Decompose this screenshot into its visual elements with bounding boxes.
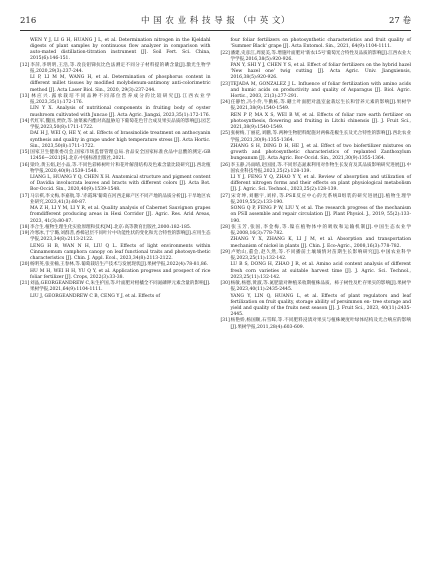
running-header [20, 14, 411, 31]
volume-label: 27 卷 [388, 16, 411, 26]
reference-text: LIU J, GEORGEANDREW C B, CENG Y J, et al. Effects of [30, 293, 161, 299]
reference-entry [20, 206, 211, 224]
reference-text: LI P, LI M M, WANG H, et al. Determination of phosphorus content in different millet tissues by modified molybdenum-antimony anti-colorimetric method [J]. Acta Laser Biol. Sin., 2020, 29(3):237-244. [30, 75, 211, 93]
reference-text: YANG Y, LIN Q, HUANG L, et al. Effects of plant regulators and leaf fertilization on fruit quality, storage ability of persimmon en- tree storage and yield and quality of the fruits next season [J]. J. Fruit Sci., 2023, 40(11):2435-2445. [230, 293, 411, 318]
reference-number: [15] [20, 150, 30, 156]
reference-entry [20, 94, 211, 106]
reference-text: ZHANG Y X, ZHANG K, LI J M, et al. Absorption and transportation mechanism of nickel in plants [J]. Chin. J. Eco-Agric., 2008,16(3):778-782. [230, 237, 411, 249]
reference-entry [20, 38, 211, 63]
reference-text: 李玉静,冯雨晴,赵国园,等.不同形态氮素利用对作物生长发育及其品质影响研究进展[J].中国农业科技导报,2023,25(2):128-139. [230, 162, 411, 174]
reference-entry [221, 113, 412, 131]
reference-entry [221, 294, 412, 319]
reference-entry [20, 294, 211, 300]
reference-entry [221, 281, 412, 293]
reference-entry [20, 269, 211, 281]
reference-text: 卢贻山,董会,赵久然,等.不同播前土壤墒情对苗期生长影响研究[J].中国农业科学报,2023,25(11):132-142. [230, 249, 411, 262]
reference-text: WEN Y J, LI G H, HUANG J L, et al. Determination nitrogen in the Kjeldahl digests of plant samples by continuous flow analyzer in comparison with auto-mated distillation-titration instrument [J]. Soil Fert. Sci. China, 2015(6):146-151. [30, 38, 211, 62]
reference-number: [14] [20, 118, 30, 124]
reference-text: 张玉芳,张国,李金梅,等.镍在植物体中的吸收和运输机制[J].中国生态农业学报,2008,16(3):778-782. [230, 224, 411, 237]
reference-text: 潘建,史彦江,周爱美,等.增施叶面肥对'新农15号'葡萄光合特性及品质的影响[J].江西农业大学学报,2016,38(5):920-926. [230, 50, 411, 62]
reference-text: HU M H, WEI H H, YU Q Y, et al. Application progress and prospect of rice foliar fertilizer [J]. Crops, 2022(3):33-38. [30, 268, 211, 280]
reference-number: [28] [220, 224, 230, 230]
reference-text: LI Y J, FENG Y Q, ZHAO Y Y, et al. Review of absorption and utilization of different nitrogen forms and their effects on plant physiological metabolism [J]. J. Agric. Sci. Technol., 2023,25(2):128-139. [230, 175, 411, 193]
reference-entry [20, 106, 211, 118]
reference-entry [20, 175, 211, 193]
reference-entry [221, 250, 412, 262]
reference-number: [27] [220, 193, 230, 199]
reference-entry [20, 194, 211, 206]
reference-entry [221, 131, 412, 143]
reference-text: PAN Y, SHI Y J, CHEN Y S, et al. Effect of foliar fertilizers on the hybrid hazel 'New hazel one' twig cutting [J]. Acta Agric. Univ. Jiangxiensis, 2016,38(5):920-926. [230, 63, 411, 81]
reference-entry [221, 175, 412, 193]
reference-text: LENG H B, WAN N H, LIU Q L. Effects of light environments within Cinnamomum camphora canopy on leaf functional traits and photosyn-thetic characteristics [J]. Chin. J. Appl. Ecol., 2023,34(8):2113-2122. [30, 243, 211, 262]
reference-text: SONG Q P, FENG P W, LIU Y, et al. The research progress of the mechanism on PSⅡ assemble and repair circulation [J]. Plant Physiol. J., 2019, 55(2):133-190. [230, 206, 411, 224]
reference-number: [12] [20, 62, 30, 68]
reference-number: [23] [220, 81, 230, 87]
reference-number: [31] [220, 318, 230, 324]
reference-entry [221, 38, 412, 50]
reference-text: 李萍,李明明,王浩,等.改良钼锑抗比色法测定不同分子材料提的碘含量[J].激光生物学报,2020,29(3):237-244. [30, 62, 211, 74]
reference-entry [221, 100, 412, 112]
references-right-column [221, 38, 412, 331]
reference-entry [20, 150, 211, 162]
reference-text: 宋奇坤,刘鹏宇,刘梓,等.PSⅡ反应中心的光系统Ⅱ组装的研究进展[J].植物生理学报,2019,55(2):133-190. [230, 193, 411, 205]
reference-entry [20, 262, 211, 268]
reference-text: DAI H J, WEI Q, HE Y, et al. Effects of brassinolide treatment on anthocyanin synthesis and quality in grape under high temperature stress [J]. Acta Hortic. Sin., 2023,50(8):1711-1722. [30, 131, 211, 149]
reference-text: 李合生.植物生理生化实验原理和技术[M].北京:高等教育出版社,2000:182-185. [30, 224, 192, 230]
reference-entry [20, 131, 211, 149]
reference-number: [26] [220, 162, 230, 168]
reference-number: [17] [20, 193, 30, 199]
reference-entry [221, 163, 412, 175]
reference-number: [22] [220, 50, 230, 56]
reference-entry [221, 262, 412, 280]
reference-number: [29] [220, 249, 230, 255]
journal-title: 中 国 农 业 科 技 导 报 （中 英 文） [140, 16, 291, 26]
references-section [20, 38, 411, 331]
reference-number: [30] [220, 281, 230, 287]
reference-text: 国家卫生健康委员会,国家市场监督管理总局.食品安全国家标准食品中总酸的测定:GB 12456—2021[S].北京:中国标准出版社,2021. [30, 150, 211, 162]
reference-text: LU B S, DONG H, ZHAO J R, et al. Amino acid content analysis of different fresh corn varieties at suitable harvest time [J]. J. Agric. Sci. Technol., 2023,25(11):132-142. [230, 262, 411, 280]
reference-entry [20, 163, 211, 175]
reference-text: 林应兴.露承栽培不同品种不同部位营养成分的比较研究[J].江西农业学报,2023,35(1):172-176. [30, 93, 211, 106]
reference-entry [20, 63, 211, 75]
reference-number: [18] [20, 224, 30, 230]
reference-entry [20, 281, 211, 293]
page-number: 216 [20, 16, 37, 26]
reference-number: [19] [20, 231, 30, 237]
reference-entry [221, 194, 412, 206]
reference-number: [25] [220, 131, 230, 137]
reference-entry [20, 75, 211, 93]
reference-entry [221, 206, 412, 224]
reference-text: 刘晶,GEORGEANDREW C,朱生护国,等.叶面肥对柑橘全不同氮磷钾元素含量的影响[J].果树学报,2021,64(9):1104-1111. [30, 281, 211, 293]
reference-number: [21] [20, 281, 30, 287]
reference-entry [221, 51, 412, 63]
reference-text: four foliar fertilizers on photosynthetic characteristics and fruit quality of 'Summer Black' grape [J]. Acta Entomol. Sin., 2021, 64(9):1104-1111. [230, 38, 411, 50]
reference-number: [20] [20, 262, 30, 268]
reference-number: [24] [220, 100, 230, 106]
reference-entry [221, 82, 412, 100]
reference-entry [221, 237, 412, 249]
reference-text: LIN Y X. Analysis of nutritional components in fruiting body of oyster mushroom cultivated with Juncao [J]. Acta Agric. Jiangxi, 2023,35(1):172-176. [30, 106, 211, 118]
reference-text: LIANG L, HUANG Y Q, CHEN X H. Anatomical structure and pigment content of Davidia involucrata leaves and bracts with different colors [J]. Acta Bot. Bor-Occid. Sin., 2020,40(9):1539-1548. [30, 175, 211, 193]
reference-entry [221, 318, 412, 330]
reference-text: 杨艳娇,杨国顺,石雪晖,等.不同肥料浸渍对果实与植株硬度叶绿体结构及光合响应的影响[J].果树学报,2011,28(4):603-609. [230, 318, 411, 330]
reference-text: 杨敏,杨德,黄淑,等.氮肥量对种植采收期植株品质、柿子树性及贮存果实的影响[J].果树学报,2023,40(11):2435-2445. [230, 281, 411, 293]
reference-text: 任静怡,冯小伶,牛勤栋,等.硼土叶面肥对温室盆栽坛生长和营养元素的影响[J].果树学报,2021,38(9):1540-1549. [230, 100, 411, 112]
reference-entry [20, 231, 211, 243]
reference-entry [20, 244, 211, 262]
reference-text: MA Z H, LI Y M, LI Y R, et al. Quality analysis of Cabernet Sauvignon grapes fromdifferent producing areas in Hexi Corridor [J]. Agric. Res. Arid Areas, 2023, 41(3):80-87. [30, 206, 211, 224]
reference-text: 梁玲,黄玉娟,赵小品,等.不同色彩柿树叶片和花叶解剖结构及色素含量比较研究[J].西北植物学报,2020,40(9):1539-1548. [30, 162, 211, 174]
reference-entry [221, 63, 412, 81]
reference-text: 张树梅,丁丽花,刘鹏,等.两种生物肥料配施对两株花椒生长及光合特性的影响[J].西北农业学报,2021,30(9):1355-1364. [230, 131, 411, 143]
reference-entry [221, 144, 412, 162]
reference-text: TEJADA M, GONZALEZ J L. Influence of foliar fertilization with amino acids and humic acids on productivity and quality of Asparagus [J]. Biol. Agric. Hortic., 2003, 21(3):277-291. [230, 81, 411, 99]
reference-entry [20, 119, 211, 131]
reference-text: 杨明英,张亚楠,王春林,等.葡萄栽培生产技术与发展现状[J].果树学报,2022(4):78-81,86. [30, 262, 209, 268]
reference-number: [13] [20, 93, 30, 99]
reference-number: [16] [20, 162, 30, 168]
reference-text: REN P P, MA X S, WEI B W, et al. Effects of foliar rare earth fertilizer on photosynthesis, flowering and fruiting in Litchi chinensis [J]. J. Fruit Sci., 2021,38(9):1540-1549. [230, 112, 411, 131]
reference-text: 冷寒冰,于宁璐,刘群菩,香樟冠层不同叶片中功能性状的变化和光合特性的影响[J].应用生态学报,2023,34(8):2113-2122. [30, 231, 211, 243]
reference-text: ZHANG S H, DING D H, HE J, et al. Effect of two biofertilizer mixtures on growth and photosynthetic characteristics of replanted Zanthoxylum bungeanum [J]. Acta Agric. Bor-Occid. Sin., 2021,30(9):1355-1364. [230, 143, 411, 162]
reference-text: 代红军,魏国,贾欣,等.油菜素内酯对高温胁迫下葡萄花色苷合成及果实品质的影响[J].园艺学报,2023,50(8):1711-1722. [30, 118, 211, 131]
reference-text: 马宗祺,李文梅,李嘉航,等.'赤霞珠'葡萄在河西走廊产区不同产地的品质分析[J].干旱地区农业研究,2023,41(3):80-87. [30, 193, 211, 205]
references-left-column [20, 38, 211, 331]
reference-entry [221, 225, 412, 237]
